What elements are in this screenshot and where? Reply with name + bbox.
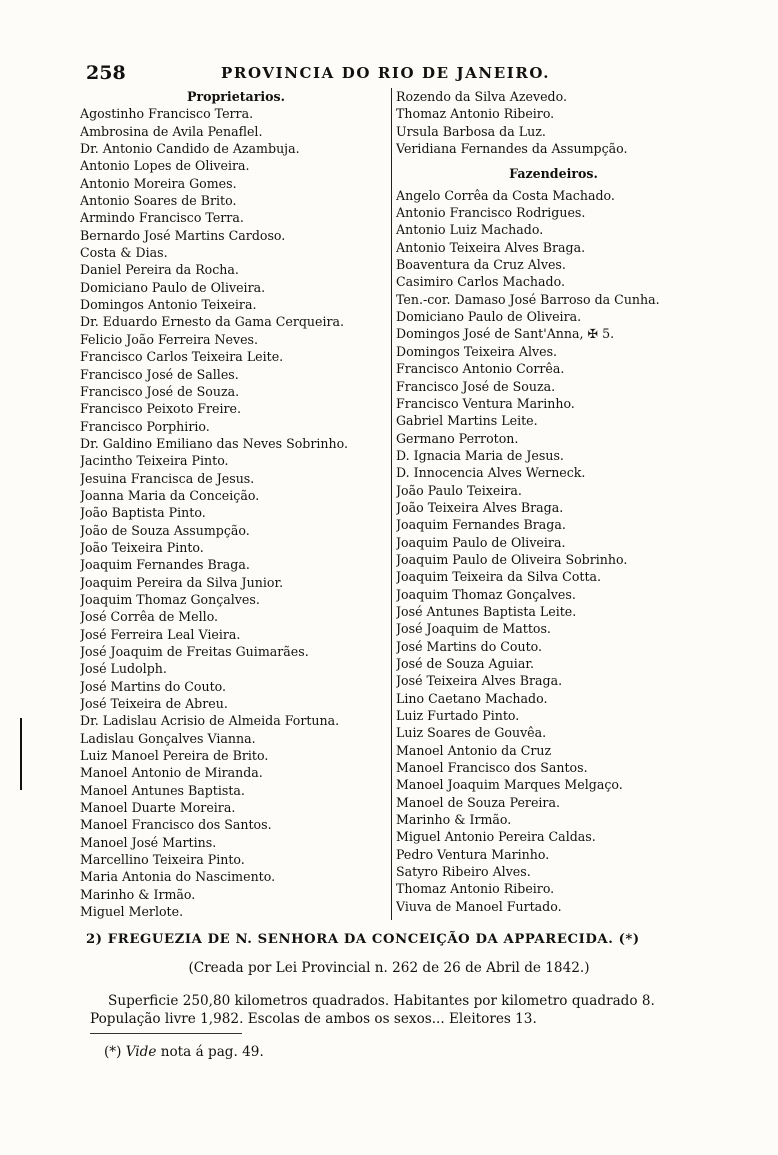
fazendeiro-entry: João Paulo Teixeira. — [396, 482, 522, 498]
fazendeiro-entry: Thomaz Antonio Ribeiro. — [396, 881, 555, 897]
proprietario-entry: Joanna Maria da Conceição. — [80, 487, 260, 503]
proprietario-entry: Antonio Lopes de Oliveira. — [80, 158, 250, 174]
fazendeiro-entry: Germano Perroton. — [396, 430, 519, 446]
fazendeiro-entry: D. Innocencia Alves Werneck. — [396, 465, 586, 481]
statistics-line-1: Superficie 250,80 kilometros quadrados. Habitantes por kilometro quadrado 8. — [108, 993, 655, 1009]
fazendeiro-entry: Antonio Teixeira Alves Braga. — [396, 239, 586, 255]
proprietario-entry: Dr. Antonio Candido de Azambuja. — [80, 141, 300, 157]
proprietario-entry: Joaquim Fernandes Braga. — [80, 557, 250, 573]
fazendeiro-entry: Antonio Francisco Rodrigues. — [396, 205, 586, 221]
column-divider — [391, 88, 392, 920]
fazendeiros-heading: Fazendeiros. — [509, 166, 598, 182]
fazendeiro-entry: Manoel de Souza Pereira. — [396, 794, 560, 810]
fazendeiro-entry: Domiciano Paulo de Oliveira. — [396, 309, 582, 325]
proprietario-entry: Francisco Porphirio. — [80, 418, 210, 434]
fazendeiro-entry: Antonio Luiz Machado. — [396, 222, 544, 238]
proprietario-entry: Domingos Antonio Teixeira. — [80, 297, 257, 313]
fazendeiro-entry: José Teixeira Alves Braga. — [396, 673, 563, 689]
proprietario-entry: Agostinho Francisco Terra. — [80, 106, 254, 122]
running-title: PROVINCIA DO RIO DE JANEIRO. — [221, 64, 551, 82]
fazendeiro-entry: Joaquim Teixeira da Silva Cotta. — [396, 569, 602, 585]
proprietarios-list — [80, 105, 392, 920]
fazendeiro-entry: Manoel Joaquim Marques Melgaço. — [396, 777, 623, 793]
proprietario-entry: Rozendo da Silva Azevedo. — [396, 89, 567, 104]
proprietario-entry: Thomaz Antonio Ribeiro. — [396, 106, 555, 122]
fazendeiro-entry: D. Ignacia Maria de Jesus. — [396, 447, 564, 463]
fazendeiro-entry: João Teixeira Alves Braga. — [396, 499, 564, 515]
fazendeiro-entry: José Antunes Baptista Leite. — [396, 603, 577, 619]
proprietario-entry: Dr. Eduardo Ernesto da Gama Cerqueira. — [80, 314, 345, 330]
proprietario-entry: José Ludolph. — [80, 661, 167, 677]
proprietario-entry: Daniel Pereira da Rocha. — [80, 262, 239, 278]
proprietario-entry: Dr. Galdino Emiliano das Neves Sobrinho. — [80, 435, 348, 451]
page-header — [86, 62, 718, 86]
proprietario-entry: Luiz Manoel Pereira de Brito. — [80, 748, 269, 764]
proprietario-entry: Armindo Francisco Terra. — [80, 210, 244, 226]
proprietario-entry: Ladislau Gonçalves Vianna. — [80, 730, 256, 746]
proprietario-entry: Ambrosina de Avila Penaflel. — [80, 123, 263, 139]
proprietario-entry: João Teixeira Pinto. — [80, 539, 204, 555]
statistics-line-2: População livre 1,982. Escolas de ambos os sexos... Eleitores 13. — [90, 1011, 537, 1027]
proprietario-entry: Costa & Dias. — [80, 245, 168, 261]
statistics-paragraph — [90, 992, 720, 1028]
fazendeiro-entry: José Martins do Couto. — [396, 638, 543, 654]
page-number: 258 — [86, 62, 126, 84]
fazendeiro-entry: Miguel Antonio Pereira Caldas. — [396, 829, 596, 845]
fazendeiro-entry: Joaquim Paulo de Oliveira Sobrinho. — [396, 551, 628, 567]
fazendeiro-entry: Marinho & Irmão. — [396, 812, 512, 828]
proprietario-entry: Francisco Peixoto Freire. — [80, 401, 241, 417]
proprietario-entry: Francisco Carlos Teixeira Leite. — [80, 349, 284, 365]
proprietario-entry: Felicio João Ferreira Neves. — [80, 331, 259, 347]
proprietarios-heading: Proprietarios. — [186, 89, 285, 104]
fazendeiro-entry: Joaquim Fernandes Braga. — [396, 517, 566, 533]
proprietario-entry: Ursula Barbosa da Luz. — [396, 123, 546, 139]
fazendeiro-entry: José de Souza Aguiar. — [396, 656, 534, 671]
proprietario-entry: Joaquim Pereira da Silva Junior. — [80, 574, 284, 590]
proprietario-entry: Jacintho Teixeira Pinto. — [80, 453, 229, 469]
proprietario-entry: José Ferreira Leal Vieira. — [80, 626, 241, 642]
proprietario-entry: João Baptista Pinto. — [80, 505, 206, 521]
proprietario-entry: Francisco José de Souza. — [80, 383, 240, 399]
proprietario-entry: Marinho & Irmão. — [80, 886, 196, 902]
fazendeiro-entry: Domingos José de Sant'Anna, ✠ 5. — [396, 326, 615, 342]
fazendeiro-entry: Luiz Furtado Pinto. — [396, 708, 520, 724]
proprietarios-column — [80, 88, 392, 921]
proprietario-entry: Dr. Ladislau Acrisio de Almeida Fortuna. — [80, 713, 340, 729]
fazendeiro-entry: Casimiro Carlos Machado. — [396, 274, 565, 290]
proprietario-entry: José Teixeira de Abreu. — [80, 696, 228, 712]
fazendeiro-entry: Manoel Francisco dos Santos. — [396, 760, 588, 776]
proprietario-entry: Veridiana Fernandes da Assumpção. — [396, 141, 628, 157]
right-column — [396, 88, 711, 915]
fazendeiro-entry: Francisco José de Souza. — [396, 378, 556, 394]
fazendeiro-entry: Francisco Antonio Corrêa. — [396, 361, 565, 377]
fazendeiro-entry: Satyro Ribeiro Alves. — [396, 864, 531, 880]
proprietario-entry: Jesuina Francisca de Jesus. — [80, 470, 255, 486]
proprietario-entry: Bernardo José Martins Cardoso. — [80, 227, 286, 243]
fazendeiro-entry: Francisco Ventura Marinho. — [396, 395, 575, 411]
fazendeiro-entry: José Joaquim de Mattos. — [396, 621, 551, 637]
proprietario-entry: José Joaquim de Freitas Guimarães. — [80, 644, 309, 659]
proprietario-entry: João de Souza Assumpção. — [80, 522, 250, 538]
footnote-rule — [90, 1033, 242, 1034]
fazendeiro-entry: Boaventura da Cruz Alves. — [396, 257, 566, 273]
footnote-vide: Vide — [125, 1044, 157, 1060]
proprietarios-continued-list — [396, 88, 711, 157]
proprietario-entry: Marcellino Teixeira Pinto. — [80, 852, 245, 868]
fazendeiro-entry: Manoel Antonio da Cruz — [396, 742, 552, 758]
proprietario-entry: Domiciano Paulo de Oliveira. — [80, 279, 266, 295]
fazendeiro-entry: Gabriel Martins Leite. — [396, 413, 538, 429]
proprietario-entry: Antonio Moreira Gomes. — [80, 175, 237, 191]
fazendeiro-entry: Ten.-cor. Damaso José Barroso da Cunha. — [396, 291, 660, 307]
proprietario-entry: Manoel Antunes Baptista. — [80, 782, 245, 798]
proprietario-entry: Miguel Merlote. — [80, 904, 184, 920]
proprietario-entry: José Martins do Couto. — [80, 678, 227, 694]
fazendeiro-entry: Angelo Corrêa da Costa Machado. — [396, 187, 615, 203]
creation-note: (Creada por Lei Provincial n. 262 de 26 de Abril de 1842.) — [188, 960, 590, 976]
fazendeiro-entry: Domingos Teixeira Alves. — [396, 343, 558, 359]
proprietario-entry: Manoel Francisco dos Santos. — [80, 817, 272, 833]
proprietario-entry: Manoel José Martins. — [80, 834, 217, 850]
proprietario-entry: José Corrêa de Mello. — [80, 609, 219, 625]
fazendeiro-entry: Joaquim Thomaz Gonçalves. — [396, 586, 576, 602]
fazendeiro-entry: Viuva de Manoel Furtado. — [396, 898, 562, 914]
footnote-marker: (*) — [104, 1044, 122, 1060]
fazendeiro-entry: Lino Caetano Machado. — [396, 690, 548, 706]
proprietario-entry: Joaquim Thomaz Gonçalves. — [80, 591, 260, 607]
proprietario-entry: Manoel Antonio de Miranda. — [80, 765, 263, 781]
fazendeiro-entry: Pedro Ventura Marinho. — [396, 846, 550, 862]
proprietario-entry: Maria Antonia do Nascimento. — [80, 869, 276, 885]
proprietario-entry: Manoel Duarte Moreira. — [80, 800, 236, 816]
fazendeiros-list — [396, 187, 711, 915]
margin-mark — [20, 718, 22, 790]
footnote — [104, 1044, 264, 1060]
proprietario-entry: Francisco José de Salles. — [80, 366, 239, 382]
proprietario-entry: Antonio Soares de Brito. — [80, 193, 237, 209]
footnote-text: nota á pag. 49. — [156, 1044, 264, 1060]
fazendeiro-entry: Luiz Soares de Gouvêa. — [396, 725, 547, 741]
freguezia-title: 2) FREGUEZIA DE N. SENHORA DA CONCEIÇÃO DA APPARECIDA. (*) — [86, 932, 640, 947]
fazendeiro-entry: Joaquim Paulo de Oliveira. — [396, 534, 566, 550]
